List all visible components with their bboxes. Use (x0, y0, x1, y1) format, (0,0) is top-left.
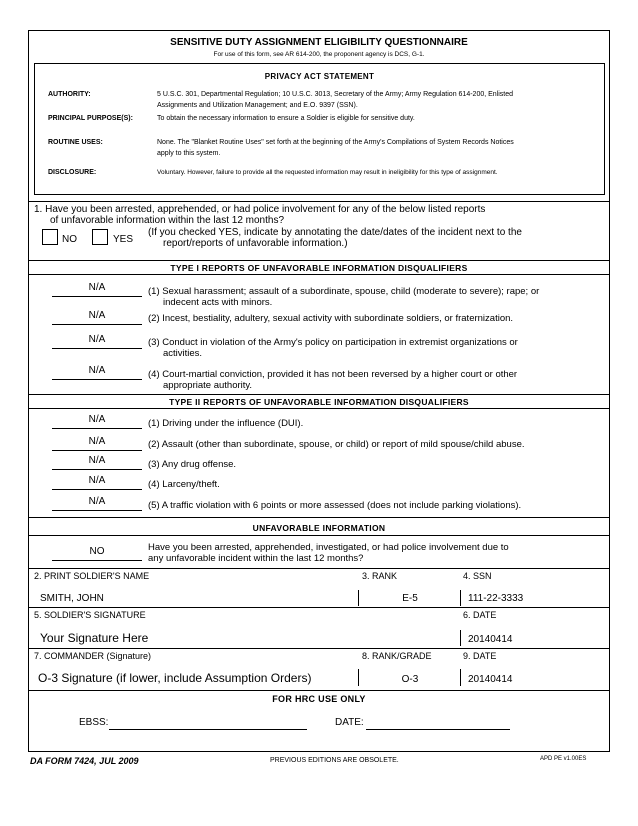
divider (28, 408, 610, 409)
unfavorable-header: UNFAVORABLE INFORMATION (252, 523, 386, 533)
signature-field[interactable]: Your Signature Here (40, 631, 149, 645)
date6-field[interactable]: 20140414 (468, 634, 513, 645)
unfavorable-question-2: any unfavorable incident within the last 12 months? (148, 553, 364, 564)
type1-answer[interactable]: N/A (88, 365, 106, 376)
unfavorable-answer[interactable]: NO (89, 546, 105, 557)
rank-field[interactable]: E-5 (402, 593, 418, 604)
hrc-date-label: DATE: (335, 717, 364, 728)
routine-text-2: apply to this system. (157, 150, 221, 157)
type1-text-line2: indecent acts with minors. (163, 297, 273, 308)
date6-label: 6. DATE (463, 610, 497, 620)
type1-header: TYPE I REPORTS OF UNFAVORABLE INFORMATION DISQUALIFIERS (170, 263, 468, 273)
answer-line (52, 428, 142, 429)
form-title: SENSITIVE DUTY ASSIGNMENT ELIGIBILITY QUESTIONNAIRE (170, 37, 468, 48)
authority-label: AUTHORITY: (48, 91, 91, 98)
answer-line (52, 489, 142, 490)
type1-answer[interactable]: N/A (88, 334, 106, 345)
divider (28, 260, 610, 261)
type2-text: (1) Driving under the influence (DUI). (148, 418, 304, 429)
divider (460, 630, 461, 646)
type1-text-line1: (2) Incest, bestiality, adultery, sexual activity with subordinate soldiers, or fraternization. (148, 313, 514, 324)
type2-answer[interactable]: N/A (88, 496, 106, 507)
date9-label: 9. DATE (463, 651, 497, 661)
divider (28, 517, 610, 518)
hrc-header: FOR HRC USE ONLY (272, 694, 366, 704)
divider (358, 590, 359, 606)
ebss-line[interactable] (109, 729, 307, 730)
ssn-field[interactable]: 111-22-3333 (468, 593, 524, 604)
type1-text-line2: appropriate authority. (163, 380, 253, 391)
authority-text-2: Assignments and Utilization Management; and E.O. 9397 (SSN). (157, 102, 358, 109)
answer-line (52, 450, 142, 451)
divider (28, 274, 610, 275)
rank-label: 3. RANK (362, 571, 398, 581)
type1-answer[interactable]: N/A (88, 282, 106, 293)
yes-checkbox[interactable] (92, 229, 108, 245)
ssn-label: 4. SSN (463, 571, 492, 581)
type1-text-line2: activities. (163, 348, 203, 359)
signature-label: 5. SOLDIER'S SIGNATURE (34, 610, 146, 620)
divider (358, 669, 359, 686)
type2-answer[interactable]: N/A (88, 414, 106, 425)
type2-answer[interactable]: N/A (88, 436, 106, 447)
disclosure-label: DISCLOSURE: (48, 169, 97, 176)
ebss-label: EBSS: (79, 717, 109, 728)
commander-label: 7. COMMANDER (Signature) (34, 651, 152, 661)
divider (460, 669, 461, 686)
answer-line (52, 510, 142, 511)
version-label: APD PE v1.00ES (540, 756, 587, 762)
divider (28, 535, 610, 536)
answer-line (52, 560, 142, 561)
type2-text: (3) Any drug offense. (148, 459, 237, 470)
no-label: NO (62, 234, 77, 245)
answer-line (52, 296, 142, 297)
no-checkbox[interactable] (42, 229, 58, 245)
question1-instruction-1: (If you checked YES, indicate by annotating the date/dates of the incident next to the (148, 227, 522, 238)
routine-label: ROUTINE USES: (48, 139, 103, 146)
type2-text: (5) A traffic violation with 6 points or more assessed (does not include parking violations). (148, 500, 522, 511)
question1-line2: of unfavorable information within the last 12 months? (50, 215, 285, 226)
divider (28, 648, 610, 649)
rank8-label: 8. RANK/GRADE (362, 651, 432, 661)
purpose-label: PRINCIPAL PURPOSE(S): (48, 115, 133, 122)
type1-text-line1: (4) Court-martial conviction, provided it has not been reversed by a higher court or other (148, 369, 518, 380)
type2-answer[interactable]: N/A (88, 455, 106, 466)
divider (28, 607, 610, 608)
date9-field[interactable]: 20140414 (468, 674, 513, 685)
disclosure-text: Voluntary. However, failure to provide all the requested information may result in ineligibility for this type of assignment. (157, 169, 498, 176)
rank8-field[interactable]: O-3 (401, 674, 419, 685)
type1-text-line1: (3) Conduct in violation of the Army's policy on participation in extremist organizations or (148, 337, 518, 348)
yes-label: YES (113, 234, 134, 245)
authority-text-1: 5 U.S.C. 301, Departmental Regulation; 10 U.S.C. 3013, Secretary of the Army; Army Regulation 614-200, Enlisted (157, 91, 514, 98)
question1-line1: 1. Have you been arrested, apprehended, or had police involvement for any of the below listed reports (34, 204, 486, 215)
question1-instruction-2: report/reports of unfavorable information.) (163, 238, 348, 249)
answer-line (52, 324, 142, 325)
type2-answer[interactable]: N/A (88, 475, 106, 486)
type1-text-line1: (1) Sexual harassment; assault of a subordinate, spouse, child (moderate to severe); rape; or (148, 286, 540, 297)
privacy-header: PRIVACY ACT STATEMENT (264, 72, 375, 81)
name-label: 2. PRINT SOLDIER'S NAME (34, 571, 150, 581)
divider (28, 201, 610, 202)
form-subtitle: For use of this form, see AR 614-200, the proponent agency is DCS, G-1. (213, 51, 425, 58)
divider (28, 394, 610, 395)
answer-line (52, 469, 142, 470)
type2-text: (2) Assault (other than subordinate, spouse, or child) or report of mild spouse/child abuse. (148, 439, 525, 450)
routine-text-1: None. The "Blanket Routine Uses" set forth at the beginning of the Army's Compilations of System Records Notices (157, 139, 514, 146)
divider (460, 590, 461, 606)
divider (28, 690, 610, 691)
answer-line (52, 379, 142, 380)
form-number: DA FORM 7424, JUL 2009 (30, 756, 139, 766)
answer-line (52, 348, 142, 349)
purpose-text: To obtain the necessary information to ensure a Soldier is eligible for sensitive duty. (157, 115, 415, 122)
unfavorable-question-1: Have you been arrested, apprehended, investigated, or had police involvement due to (148, 542, 509, 553)
type2-header: TYPE II REPORTS OF UNFAVORABLE INFORMATION DISQUALIFIERS (169, 397, 469, 407)
type1-answer[interactable]: N/A (88, 310, 106, 321)
divider (28, 568, 610, 569)
hrc-date-line[interactable] (366, 729, 510, 730)
commander-field[interactable]: O-3 Signature (if lower, include Assumption Orders) (38, 671, 312, 685)
type2-text: (4) Larceny/theft. (148, 479, 220, 490)
obsolete-notice: PREVIOUS EDITIONS ARE OBSOLETE. (270, 757, 399, 764)
name-field[interactable]: SMITH, JOHN (40, 593, 104, 604)
